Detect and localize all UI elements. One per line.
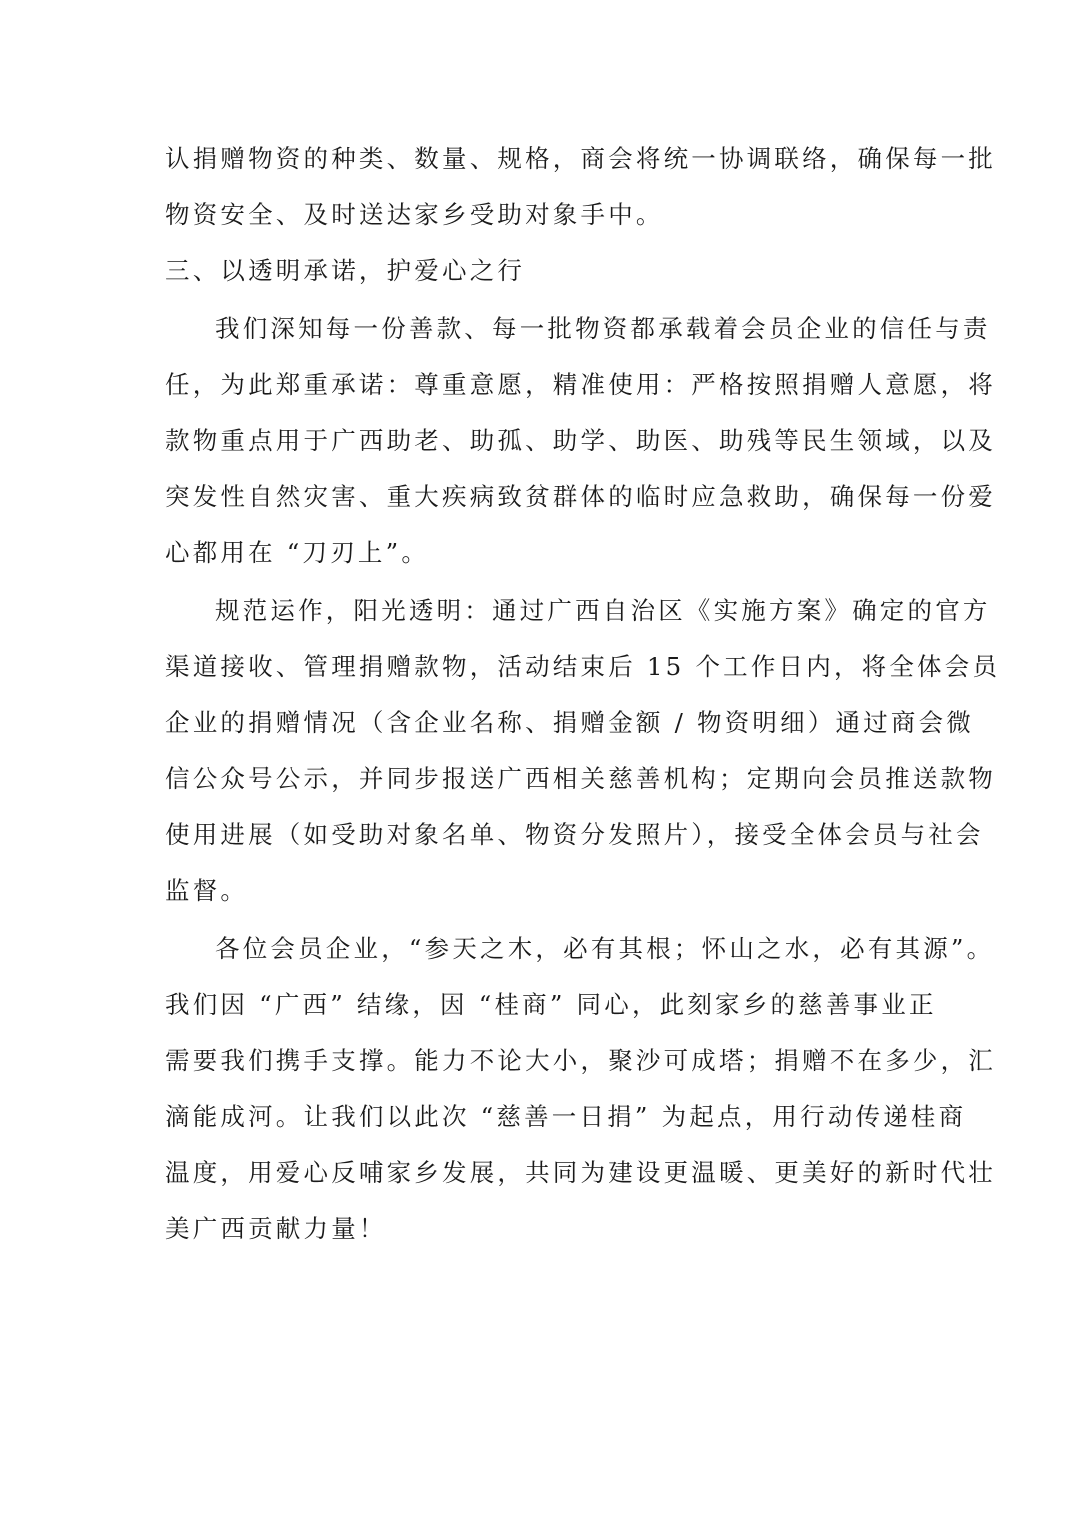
text-line: 我们深知每一份善款、每一批物资都承载着会员企业的信任与责 [215,314,991,343]
text-line: 任，为此郑重承诺：尊重意愿，精准使用：严格按照捐赠人意愿，将 [165,370,996,399]
text-line: 认捐赠物资的种类、数量、规格，商会将统一协调联络，确保每一批 [165,144,996,173]
text-line: 企业的捐赠情况（含企业名称、捐赠金额 / 物资明细）通过商会微 [165,708,975,737]
text-line: 使用进展（如受助对象名单、物资分发照片），接受全体会员与社会 [165,820,984,849]
text-line: 各位会员企业，“参天之木，必有其根；怀山之水，必有其源”。 [215,934,995,963]
text-line: 监督。 [165,876,249,905]
text-line: 温度，用爱心反哺家乡发展，共同为建设更温暖、更美好的新时代壮 [165,1158,996,1187]
text-line: 物资安全、及时送达家乡受助对象手中。 [165,200,664,229]
text-line: 信公众号公示，并同步报送广西相关慈善机构；定期向会员推送款物 [165,764,996,793]
text-line: 我们因 “广西” 结缘，因 “桂商” 同心，此刻家乡的慈善事业正 [165,990,937,1019]
text-line: 需要我们携手支撑。能力不论大小，聚沙可成塔；捐赠不在多少，汇 [165,1046,996,1075]
section-heading: 三、以透明承诺，护爱心之行 [165,256,526,285]
text-line: 心都用在 “刀刃上”。 [165,538,430,567]
text-line: 规范运作，阳光透明：通过广西自治区《实施方案》确定的官方 [215,596,991,625]
text-line: 美广西贡献力量！ [165,1214,387,1243]
text-line: 滴能成河。让我们以此次 “慈善一日捐” 为起点，用行动传递桂商 [165,1102,967,1131]
text-line: 款物重点用于广西助老、助孤、助学、助医、助残等民生领域，以及 [165,426,996,455]
text-line: 突发性自然灾害、重大疾病致贫群体的临时应急救助，确保每一份爱 [165,482,996,511]
text-line: 渠道接收、管理捐赠款物，活动结束后 15 个工作日内，将全体会员 [165,652,1001,681]
